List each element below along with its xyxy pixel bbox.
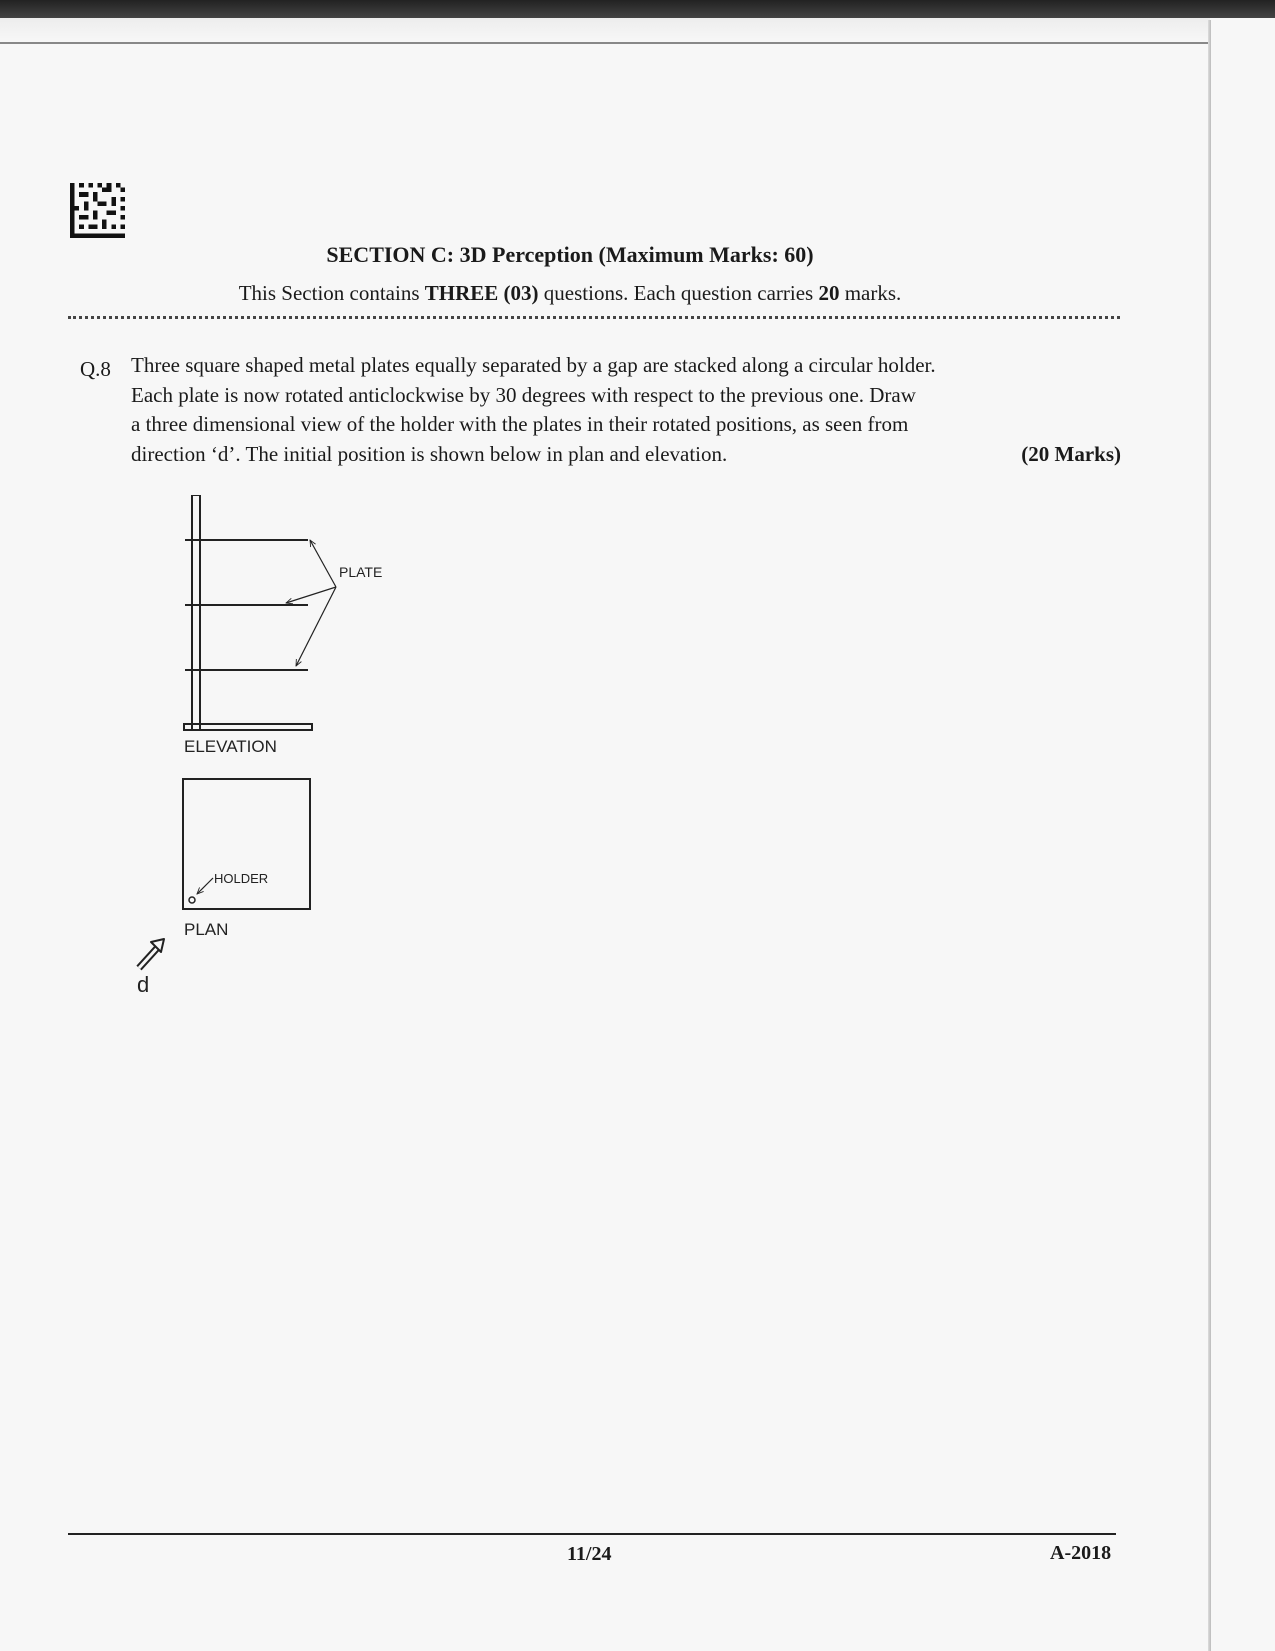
scan-edge-paper xyxy=(0,18,1210,44)
holder-rod xyxy=(192,495,200,730)
datamatrix-code xyxy=(69,183,126,238)
scan-edge-top xyxy=(0,0,1275,18)
leader-bottom xyxy=(296,587,336,666)
question-line-text: direction ‘d’. The initial position is shown below in plan and elevation. xyxy=(131,441,728,466)
section-question-count: THREE (03) xyxy=(424,281,539,305)
section-sub-post: marks. xyxy=(839,281,902,305)
section-sub-mid: questions. Each question carries xyxy=(538,281,819,305)
direction-label: d xyxy=(137,972,150,997)
question-marks: (20 Marks) xyxy=(1021,441,1121,466)
holder-circle xyxy=(189,897,195,903)
question-number: Q.8 xyxy=(80,357,111,381)
question-line: a three dimensional view of the holder with the plates in their rotated positions, as seen from xyxy=(131,412,909,436)
page-number: 11/24 xyxy=(567,1543,612,1565)
plate-label: PLATE xyxy=(339,564,383,580)
scan-edge-right xyxy=(1208,20,1211,1651)
plan-elevation-diagram xyxy=(130,495,450,1065)
elevation-label: ELEVATION xyxy=(184,737,277,756)
question-line-last xyxy=(131,440,1121,470)
plan-label: PLAN xyxy=(184,920,229,939)
plan-view xyxy=(183,779,310,939)
question-line: Each plate is now rotated anticlockwise by 30 degrees with respect to the previous one. Draw xyxy=(131,382,916,407)
holder-label: HOLDER xyxy=(214,871,269,886)
holder-leader xyxy=(197,878,213,894)
section-title: SECTION C: 3D Perception (Maximum Marks: 60) xyxy=(326,242,814,267)
question-text xyxy=(131,351,1121,469)
holder-base xyxy=(184,724,312,730)
section-marks-each: 20 xyxy=(818,281,840,305)
leader-top xyxy=(310,540,336,587)
direction-arrow-icon xyxy=(139,939,164,968)
footer-rule xyxy=(68,1533,1116,1535)
section-sub-pre: This Section contains xyxy=(238,281,425,305)
question-line: Three square shaped metal plates equally separated by a gap are stacked along a circular holder. xyxy=(131,353,936,377)
paper-code: A-2018 xyxy=(1050,1542,1112,1564)
section-description xyxy=(0,281,1140,306)
elevation-view xyxy=(184,495,382,756)
dotted-divider xyxy=(68,316,1120,319)
